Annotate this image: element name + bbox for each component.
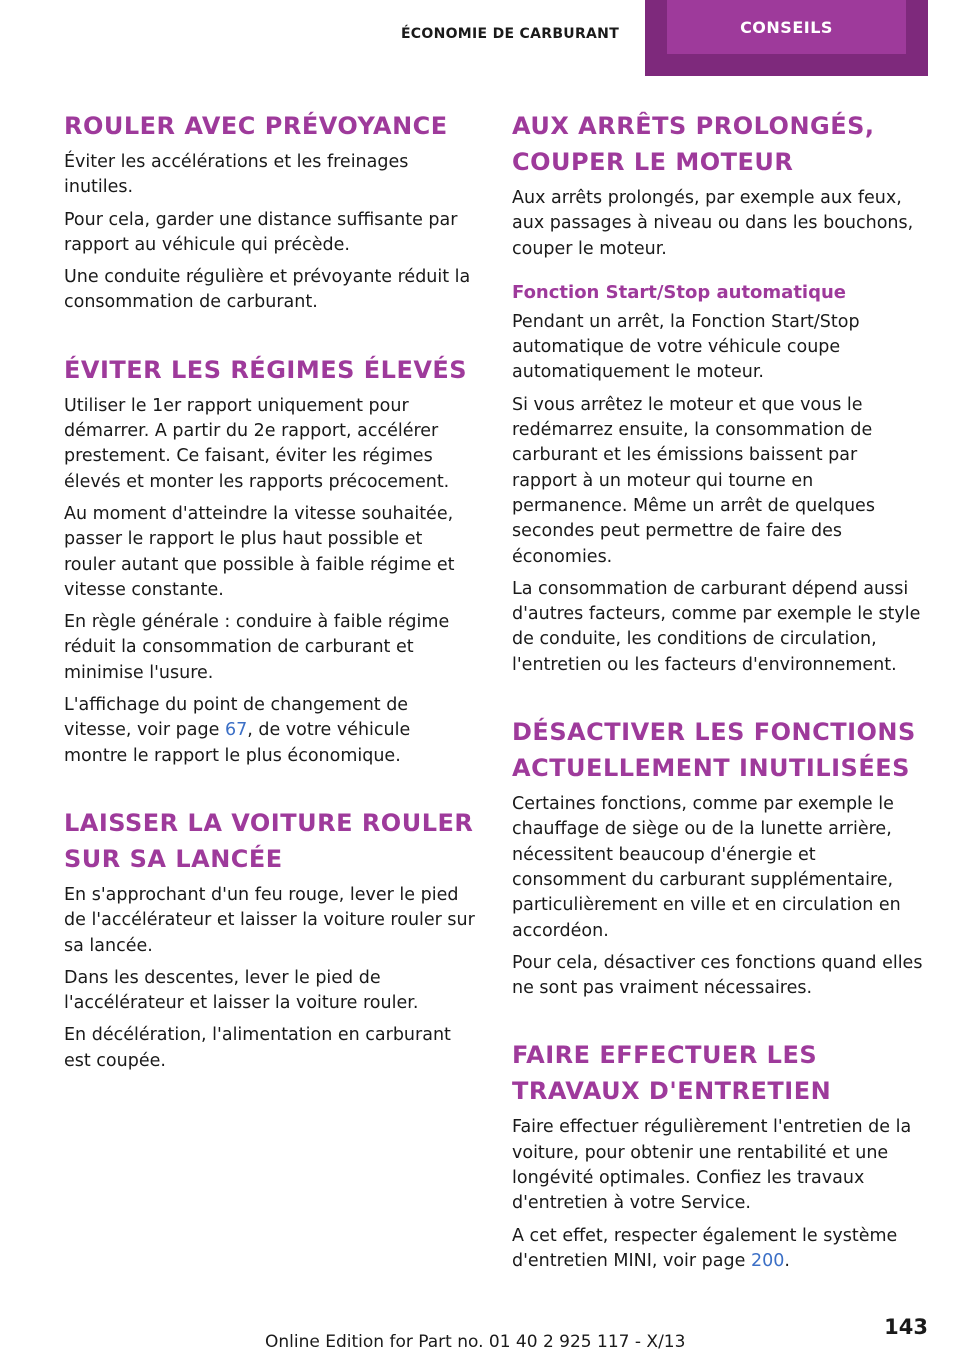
paragraph: Pour cela, garder une distance suffisante par rapport au véhicule qui précède. xyxy=(64,209,458,255)
section-eviter-regimes-eleves xyxy=(64,352,478,769)
paragraph: Une conduite régulière et prévoyante réduit la consommation de carburant. xyxy=(64,267,471,313)
paragraph: Faire effectuer régulièrement l'entretien de la voiture, pour obtenir une rentabilité et une longévité optimales. Confiez les travaux d'entretien à votre Service. xyxy=(512,1117,912,1214)
chapter-tab-label: CONSEILS xyxy=(740,17,833,37)
section-laisser-rouler xyxy=(64,805,478,1074)
text: , de votre véhicule montre le rapport le plus économique. xyxy=(64,720,411,766)
section-desactiver-fonctions xyxy=(512,714,926,1001)
page-number: 143 xyxy=(884,1315,928,1339)
subsection-heading: Fonction Start/Stop automatique xyxy=(512,281,847,303)
page-link-67[interactable]: 67 xyxy=(224,720,248,741)
paragraph: En décélération, l'alimentation en carburant est coupée. xyxy=(64,1025,451,1071)
section-heading: FAIRE EFFECTUER LES TRAVAUX D'ENTRETIEN xyxy=(512,1041,832,1106)
paragraph: Pour cela, désactiver ces fonctions quand elles ne sont pas vraiment nécessaires. xyxy=(512,952,923,999)
paragraph: Aux arrêts prolongés, par exemple aux feux, aux passages à niveau ou dans les bouchons, couper le moteur. xyxy=(512,188,914,259)
paragraph: Si vous arrêtez le moteur et que vous le redémarrez ensuite, la consommation de carburant et les émissions baissent par rapport à un moteur qui tourne en permanence. Même un arrêt de quelques secondes peut permettre de faire des économies. xyxy=(512,394,875,567)
paragraph: Certaines fonctions, comme par exemple le chauffage de siège ou de la lunette arrière, nécessitent beaucoup d'énergie et consomment du carburant supplémentaire, particulièrement en ville et en circulation en accordéon. xyxy=(512,794,901,941)
section-heading: ROULER AVEC PRÉVOYANCE xyxy=(64,112,448,140)
paragraph: En règle générale : conduire à faible régime réduit la consommation de carburant et minimise l'usure. xyxy=(64,612,450,683)
text: . xyxy=(784,1250,790,1271)
paragraph: Dans les descentes, lever le pied de l'accélérateur et laisser la voiture rouler. xyxy=(64,967,419,1014)
paragraph: Pendant un arrêt, la Fonction Start/Stop automatique de votre véhicule coupe automatiquement le moteur. xyxy=(512,311,860,383)
header-section-title xyxy=(390,0,630,68)
paragraph: Au moment d'atteindre la vitesse souhaitée, passer le rapport le plus haut possible et rouler autant que possible à faible régime et vitesse constante. xyxy=(64,503,455,600)
section-title-text: ÉCONOMIE DE CARBURANT xyxy=(400,26,620,42)
paragraph-with-link xyxy=(512,1224,926,1275)
section-travaux-entretien xyxy=(512,1037,926,1274)
section-heading: ÉVITER LES RÉGIMES ÉLEVÉS xyxy=(64,355,468,384)
section-arrets-prolonges xyxy=(512,108,926,678)
paragraph: Utiliser le 1er rapport uniquement pour démarrer. A partir du 2e rapport, accélérer prestement. Ce faisant, éviter les régimes élevés et monter les rapports précocement. xyxy=(64,395,450,492)
footer-edition: Online Edition for Part no. 01 40 2 925 117 - X/13 xyxy=(265,1332,686,1352)
text: L'affichage du point de changement de vitesse, voir page xyxy=(64,695,409,741)
section-heading: AUX ARRÊTS PROLONGÉS, COUPER LE MOTEUR xyxy=(512,112,875,176)
right-column xyxy=(512,108,926,1310)
paragraph: La consommation de carburant dépend aussi d'autres facteurs, comme par exemple le style de conduite, les conditions de circulation, l'entretien ou les facteurs d'environnement. xyxy=(512,578,921,675)
section-heading: DÉSACTIVER LES FONCTIONS ACTUELLEMENT INUTILISÉES xyxy=(512,718,916,783)
chapter-tab-label-box[interactable] xyxy=(667,0,906,54)
section-heading: LAISSER LA VOITURE ROULER SUR SA LANCÉE xyxy=(64,808,474,873)
section-rouler-avec-prevoyance xyxy=(64,108,478,316)
page-link-200[interactable]: 200 xyxy=(750,1250,785,1271)
text: A cet effet, respecter également le système d'entretien MINI, voir page xyxy=(512,1225,898,1271)
paragraph: En s'approchant d'un feu rouge, lever le pied de l'accélérateur et laisser la voiture rouler sur sa lancée. xyxy=(64,884,475,956)
paragraph: Éviter les accélérations et les freinages inutiles. xyxy=(64,152,409,198)
paragraph-with-link xyxy=(64,693,478,769)
chapter-tab[interactable] xyxy=(645,0,928,76)
left-column xyxy=(64,108,478,1110)
